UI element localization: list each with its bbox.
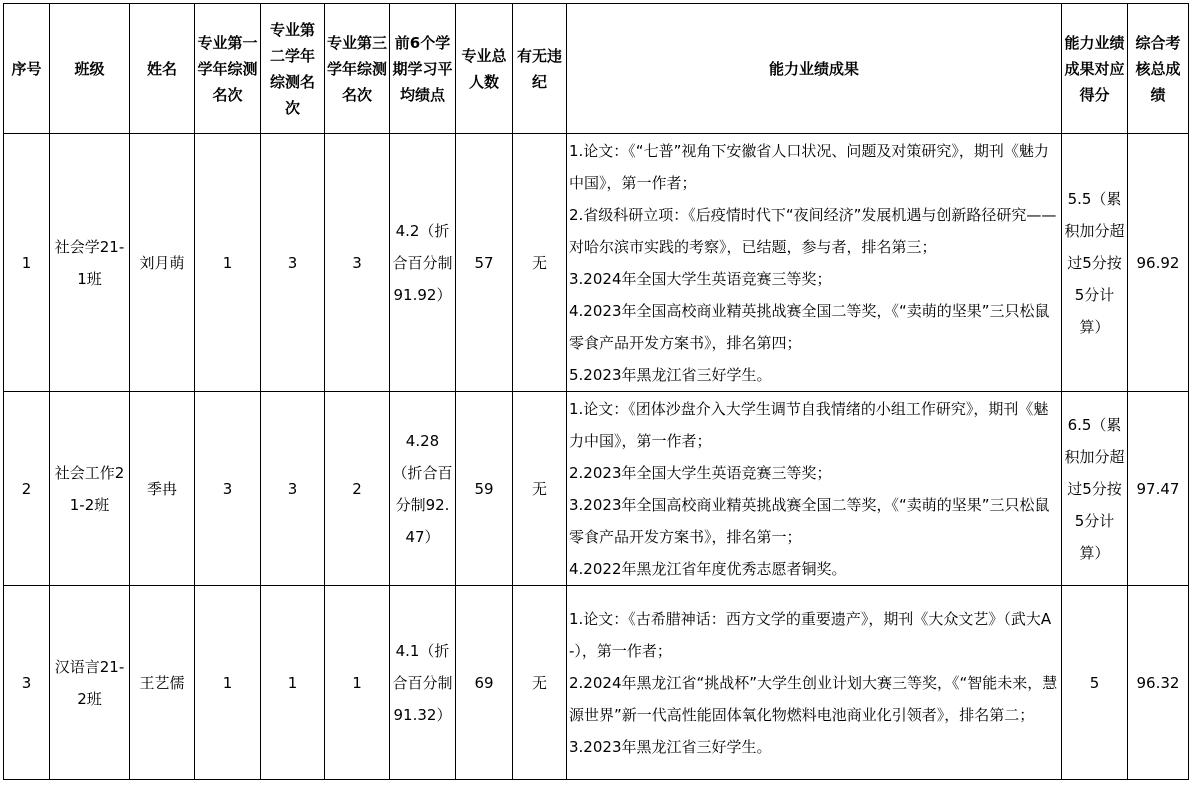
table-row (4, 392, 1189, 586)
cell-year1-rank: 1 (195, 134, 261, 392)
cell-final-score: 96.92 (1128, 134, 1189, 392)
achievement-item: 4.2022年黑龙江省年度优秀志愿者铜奖。 (569, 559, 847, 578)
achievement-item: 1.论文：《“七普”视角下安徽省人口状况、问题及对策研究》，期刊《魅力中国》，第一作者； (569, 141, 1049, 192)
cell-name: 王艺儒 (130, 586, 195, 780)
cell-violation: 无 (513, 392, 567, 586)
header-violation: 有无违纪 (513, 4, 567, 134)
cell-year2-rank: 3 (261, 134, 325, 392)
achievement-item: 1.论文：《团体沙盘介入大学生调节自我情绪的小组工作研究》，期刊《魅力中国》，第一作者； (569, 399, 1049, 450)
achievement-item: 1.论文：《古希腊神话：西方文学的重要遗产》，期刊《大众文艺》（武大A-），第一作者； (569, 609, 1052, 660)
header-ability-score: 能力业绩成果对应得分 (1062, 4, 1128, 134)
achievement-item: 2.2024年黑龙江省“挑战杯”大学生创业计划大赛三等奖，《“智能未来，慧源世界”新一代高性能固体氧化物燃料电池商业化引领者》，排名第二； (569, 673, 1058, 724)
cell-violation: 无 (513, 586, 567, 780)
cell-year2-rank: 1 (261, 586, 325, 780)
cell-seq: 3 (4, 586, 50, 780)
cell-seq: 1 (4, 134, 50, 392)
cell-year1-rank: 1 (195, 586, 261, 780)
cell-total-students: 69 (456, 586, 513, 780)
cell-year3-rank: 2 (325, 392, 390, 586)
cell-year1-rank: 3 (195, 392, 261, 586)
header-achievements: 能力业绩成果 (567, 4, 1062, 134)
cell-final-score: 96.32 (1128, 586, 1189, 780)
cell-ability-score: 5 (1062, 586, 1128, 780)
cell-total-students: 59 (456, 392, 513, 586)
achievement-item: 2.2023年全国大学生英语竞赛三等奖； (569, 463, 832, 482)
cell-final-score: 97.47 (1128, 392, 1189, 586)
cell-achievements (567, 586, 1062, 780)
achievement-item: 2.省级科研立项：《后疫情时代下“夜间经济”发展机遇与创新路径研究——对哈尔滨市实践的考察》，已结题，参与者，排名第三； (569, 205, 1057, 256)
cell-year3-rank: 1 (325, 586, 390, 780)
cell-name: 刘月萌 (130, 134, 195, 392)
header-year1-rank: 专业第一学年综测名次 (195, 4, 261, 134)
achievement-item: 4.2023年全国高校商业精英挑战赛全国二等奖，《“卖萌的坚果”三只松鼠零食产品开发方案书》，排名第四； (569, 301, 1050, 352)
achievement-item: 3.2024年全国大学生英语竞赛三等奖； (569, 269, 832, 288)
cell-violation: 无 (513, 134, 567, 392)
header-seq: 序号 (4, 4, 50, 134)
cell-achievements (567, 392, 1062, 586)
cell-seq: 2 (4, 392, 50, 586)
cell-ability-score: 5.5（累积加分超过5分按5分计算） (1062, 134, 1128, 392)
cell-name: 季冉 (130, 392, 195, 586)
cell-year2-rank: 3 (261, 392, 325, 586)
cell-total-students: 57 (456, 134, 513, 392)
header-year2-rank: 专业第二学年综测名次 (261, 4, 325, 134)
cell-gpa: 4.28（折合百分制92.47） (390, 392, 456, 586)
achievement-item: 3.2023年全国高校商业精英挑战赛全国二等奖，《“卖萌的坚果”三只松鼠零食产品开发方案书》，排名第一； (569, 495, 1050, 546)
cell-ability-score: 6.5（累积加分超过5分按5分计算） (1062, 392, 1128, 586)
header-total-students: 专业总人数 (456, 4, 513, 134)
achievement-item: 3.2023年黑龙江省三好学生。 (569, 737, 772, 756)
ranking-table (3, 3, 1189, 780)
cell-class: 社会学21-1班 (50, 134, 130, 392)
table-row (4, 586, 1189, 780)
cell-class: 社会工作21-2班 (50, 392, 130, 586)
table-row (4, 134, 1189, 392)
cell-class: 汉语言21-2班 (50, 586, 130, 780)
cell-achievements (567, 134, 1062, 392)
header-class: 班级 (50, 4, 130, 134)
header-year3-rank: 专业第三学年综测名次 (325, 4, 390, 134)
cell-gpa: 4.1（折合百分制91.32） (390, 586, 456, 780)
cell-year3-rank: 3 (325, 134, 390, 392)
header-final-score: 综合考核总成绩 (1128, 4, 1189, 134)
cell-gpa: 4.2（折合百分制91.92） (390, 134, 456, 392)
achievement-item: 5.2023年黑龙江省三好学生。 (569, 365, 772, 384)
header-gpa: 前6个学期学习平均绩点 (390, 4, 456, 134)
header-name: 姓名 (130, 4, 195, 134)
header-row (4, 4, 1189, 134)
